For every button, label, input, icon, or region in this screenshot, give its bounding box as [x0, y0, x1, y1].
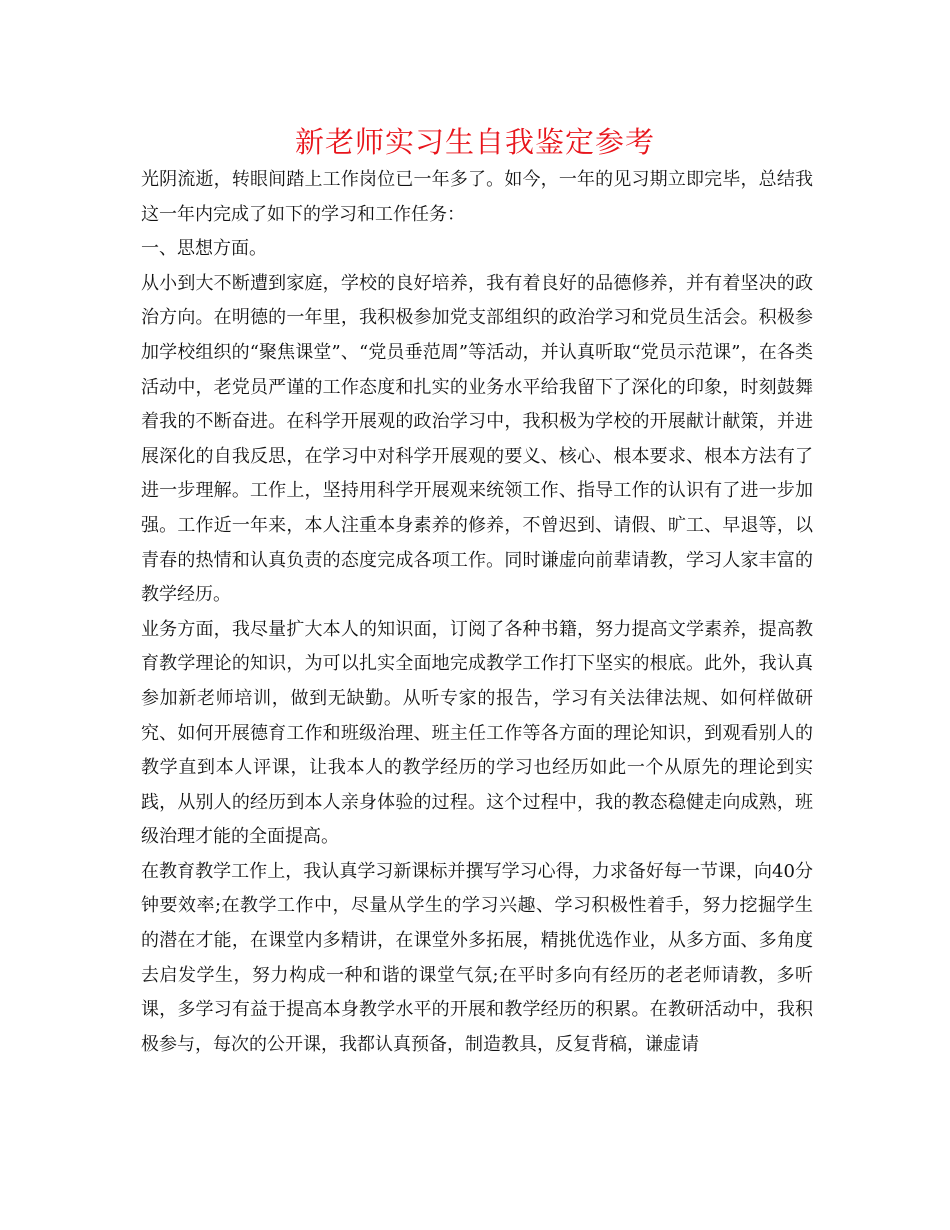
paragraph-teaching: 在教育教学工作上，我认真学习新课标并撰写学习心得，力求备好每一节课，向40分钟要效率;在教学工作中，尽量从学生的学习兴趣、学习积极性着手，努力挖掘学生的潜在才能，在课堂内多精讲，在课堂外多拓展，精挑优选作业，从多方面、多角度去启发学生，努力构成一种和谐的课堂气氛;在平时多向有经历的老老师请教，多听课，多学习有益于提高本身教学水平的开展和教学经历的积累。在教研活动中，我积极参与，每次的公开课，我都认真预备，制造教具，反复背稿，谦虚请 — [141, 860, 813, 1055]
document-title: 新老师实习生自我鉴定参考 — [294, 125, 655, 159]
paragraph-professional: 业务方面，我尽量扩大本人的知识面，订阅了各种书籍，努力提高文学素养，提高教育教学理论的知识，为可以扎实全面地完成教学工作打下坚实的根底。此外，我认真参加新老师培训，做到无缺勤。从听专家的报告，学习有关法律法规、如何样做研究、如何开展德育工作和班级治理、班主任工作等各方面的理论知识，到观看别人的教学直到本人评课，让我本人的教学经历的学习也经历如此一个从原先的理论到实践，从别人的经历到本人亲身体验的过程。这个过程中，我的教态稳健走向成熟，班级治理才能的全面提高。 — [141, 618, 813, 848]
paragraph-ideology: 从小到大不断遭到家庭，学校的良好培养，我有着良好的品德修养，并有着坚决的政治方向。在明德的一年里，我积极参加党支部组织的政治学习和党员生活会。积极参加学校组织的“聚焦课堂”、“党员垂范周”等活动，并认真听取“党员示范课”，在各类活动中，老党员严谨的工作态度和扎实的业务水平给我留下了深化的印象，时刻鼓舞着我的不断奋进。在科学开展观的政治学习中，我积极为学校的开展献计献策，并进展深化的自我反思，在学习中对科学开展观的要义、核心、根本要求、根本方法有了进一步理解。工作上，坚持用科学开展观来统领工作、指导工作的认识有了进一步加强。工作近一年来，本人注重本身素养的修养，不曾迟到、请假、旷工、早退等，以青春的热情和认真负责的态度完成各项工作。同时谦虚向前辈请教，学习人家丰富的教学经历。 — [141, 272, 813, 606]
section-heading-ideology: 一、思想方面。 — [141, 238, 267, 260]
document-body — [141, 163, 813, 1062]
paragraph-intro: 光阴流逝，转眼间踏上工作岗位已一年多了。如今，一年的见习期立即完毕，总结我这一年内完成了如下的学习和工作任务： — [141, 169, 813, 225]
